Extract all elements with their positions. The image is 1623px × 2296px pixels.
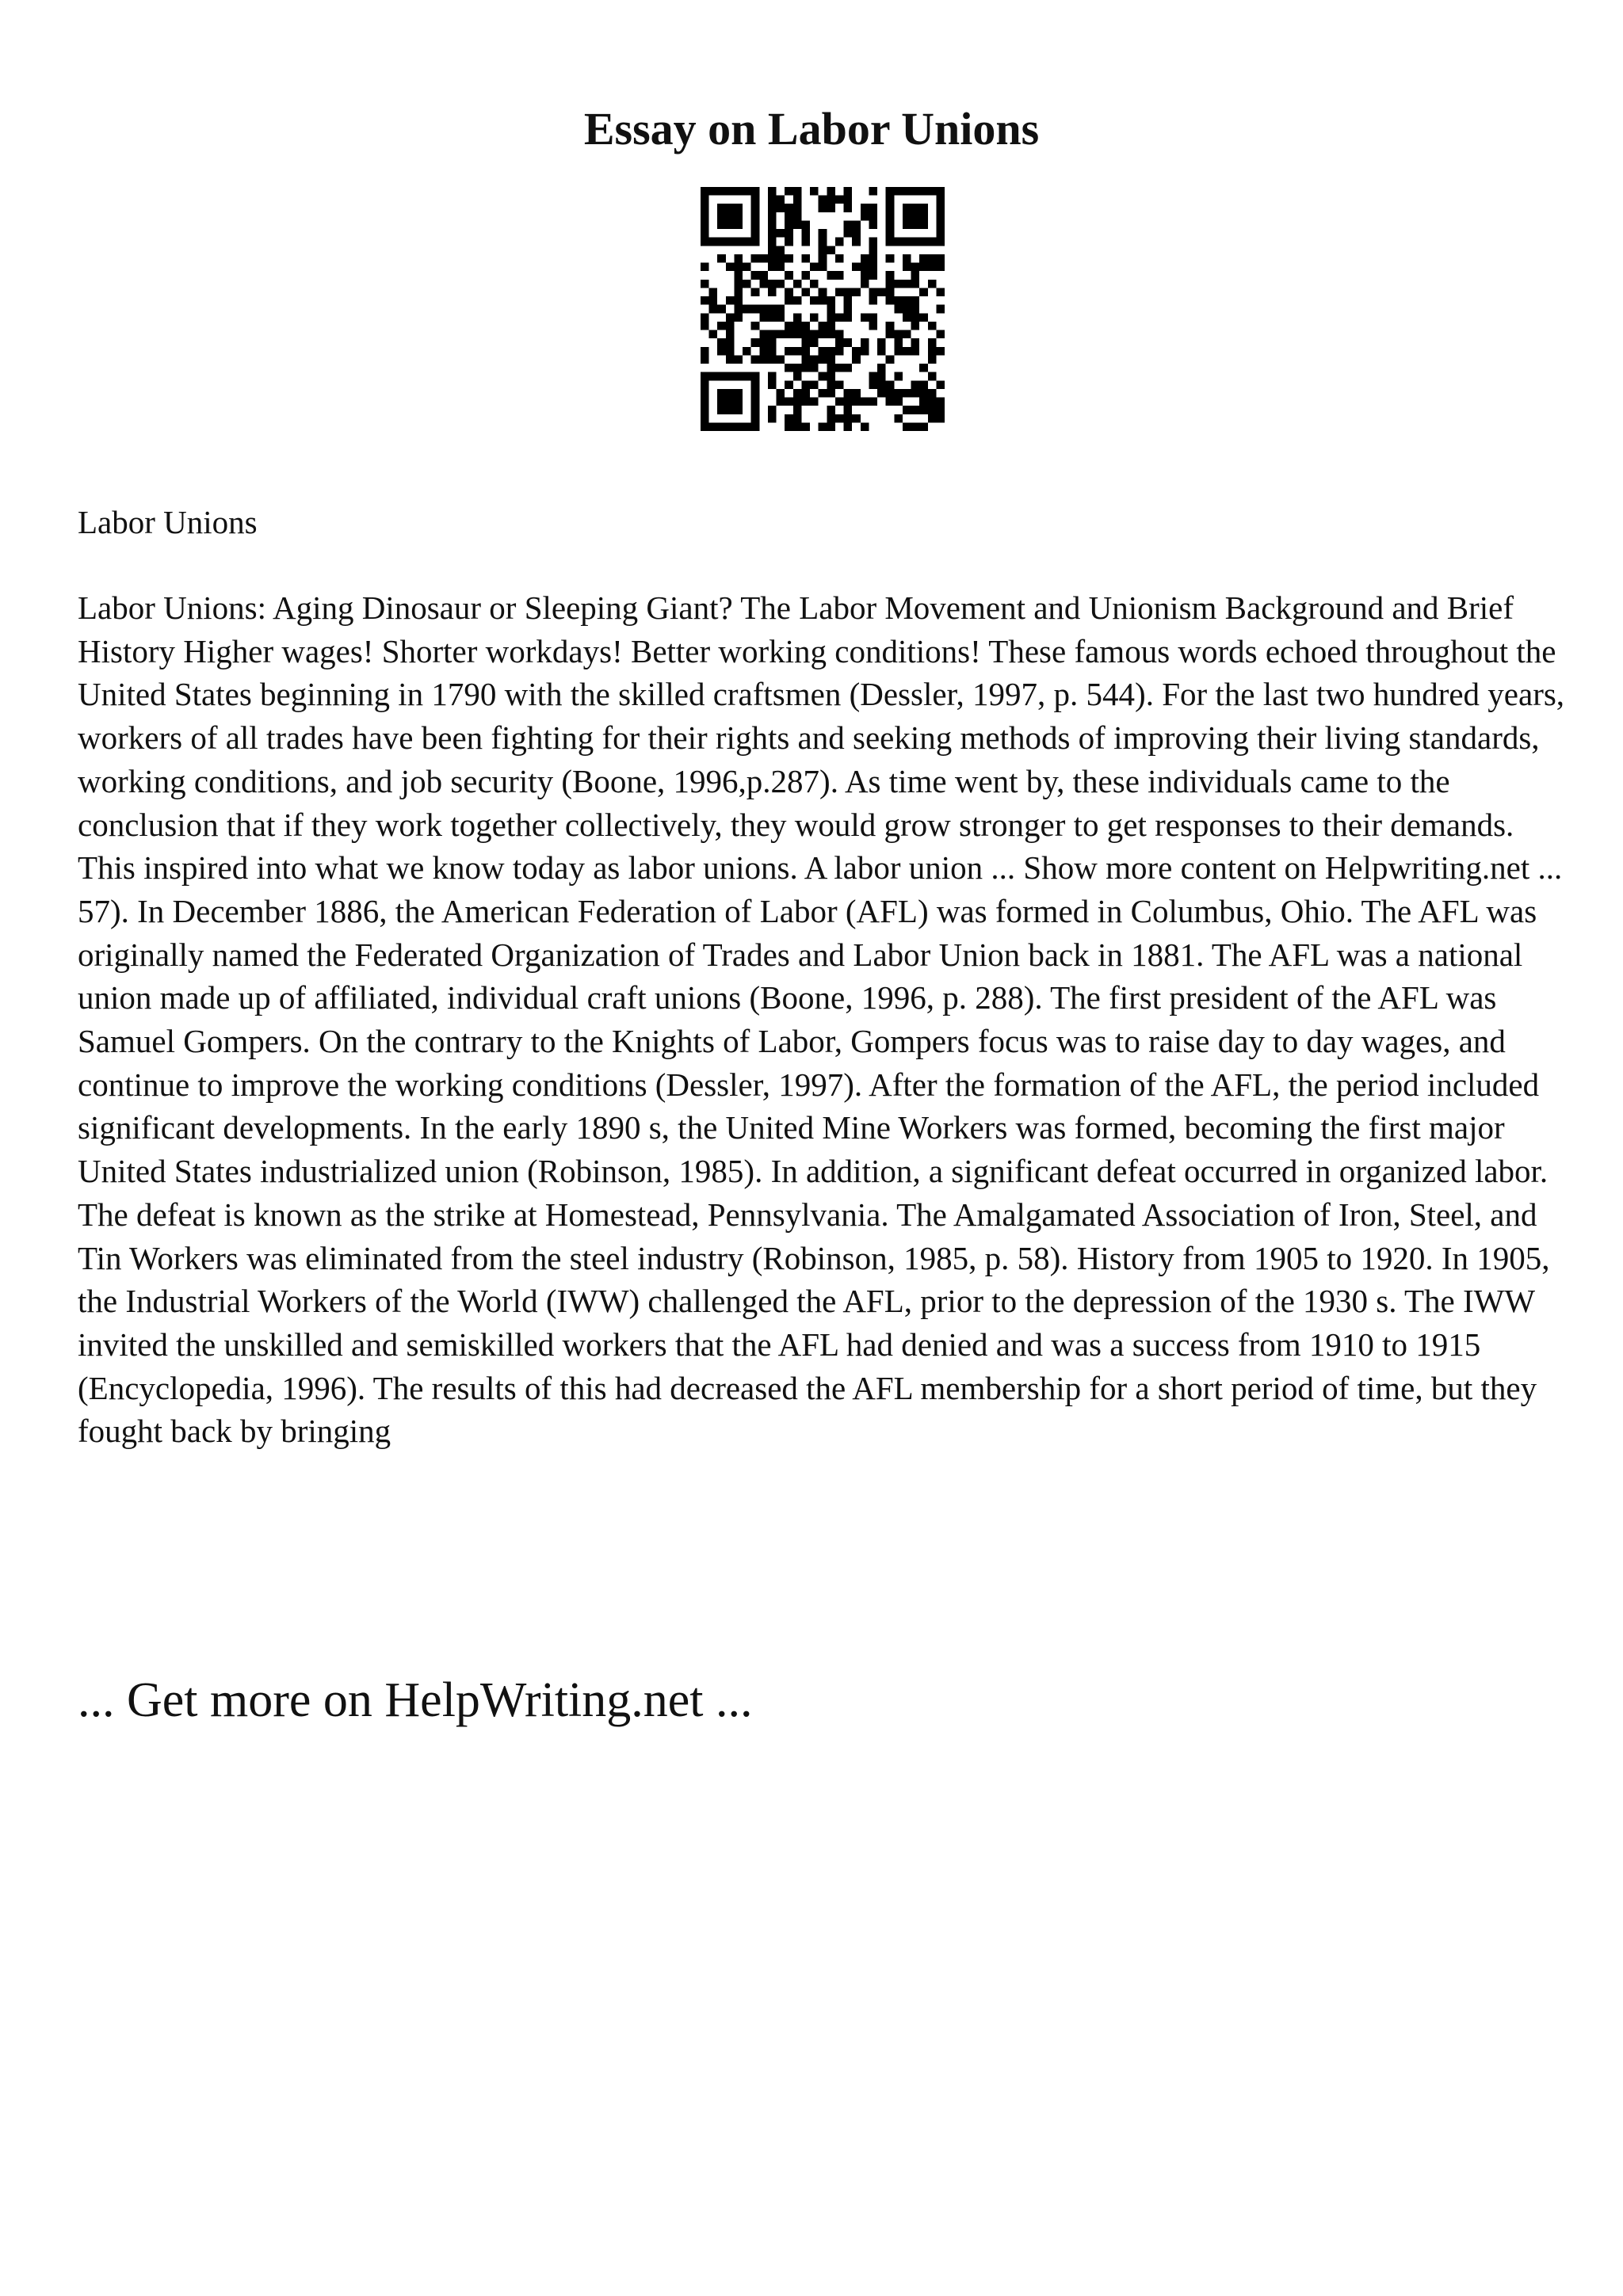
essay-paragraph-1: Labor Unions: Aging Dinosaur or Sleeping Giant? The Labor Movement and Unionism Background and Brief History Higher wages! Shorter workdays! Better working conditions! These famous words echoed throughout the United States beginning in 1790 with the skilled craftsmen (Dessler, 1997, p. 544). For the last two hundred years, workers of all trades have been fighting for their rights and seeking methods of improving their living standards, working conditions, and job security (Boone, 1996,p.287). As time went by, these individuals came to the conclusion that if they work together collectively, they would grow stronger to get responses to their demands. This inspired into what we know today as labor unions. A labor union ... Show more content on Helpwriting.net ... <box>78 589 1565 887</box>
qr-code-icon[interactable] <box>701 187 945 431</box>
section-heading: Labor Unions <box>78 504 258 540</box>
document-title: Essay on Labor Unions <box>583 103 1040 154</box>
essay-body <box>78 586 1568 1453</box>
essay-paragraph-2: 57). In December 1886, the American Federation of Labor (AFL) was formed in Columbus, Ohio. The AFL was originally named the Federated Organization of Trades and Labor Union back in 1881. The AFL was a national union made up of affiliated, individual craft unions (Boone, 1996, p. 288). The first president of the AFL was Samuel Gompers. On the contrary to the Knights of Labor, Gompers focus was to raise day to day wages, and continue to improve the working conditions (Dessler, 1997). After the formation of the AFL, the period included significant developments. In the early 1890 s, the United Mine Workers was formed, becoming the first major United States industrialized union (Robinson, 1985). In addition, a significant defeat occurred in organized labor. The defeat is known as the strike at Homestead, Pennsylvania. The Amalgamated Association of Iron, Steel, and Tin Workers was eliminated from the steel industry (Robinson, 1985, p. 58). History from 1905 to 1920. In 1905, the Industrial Workers of the World (IWW) challenged the AFL, prior to the depression of the 1930 s. The IWW invited the unskilled and semiskilled workers that the AFL had denied and was a success from 1910 to 1915 (Encyclopedia, 1996). The results of this had decreased the AFL membership for a short period of time, but they fought back by bringing <box>78 892 1550 1450</box>
get-more-link[interactable]: ... Get more on HelpWriting.net ... <box>78 1673 753 1727</box>
